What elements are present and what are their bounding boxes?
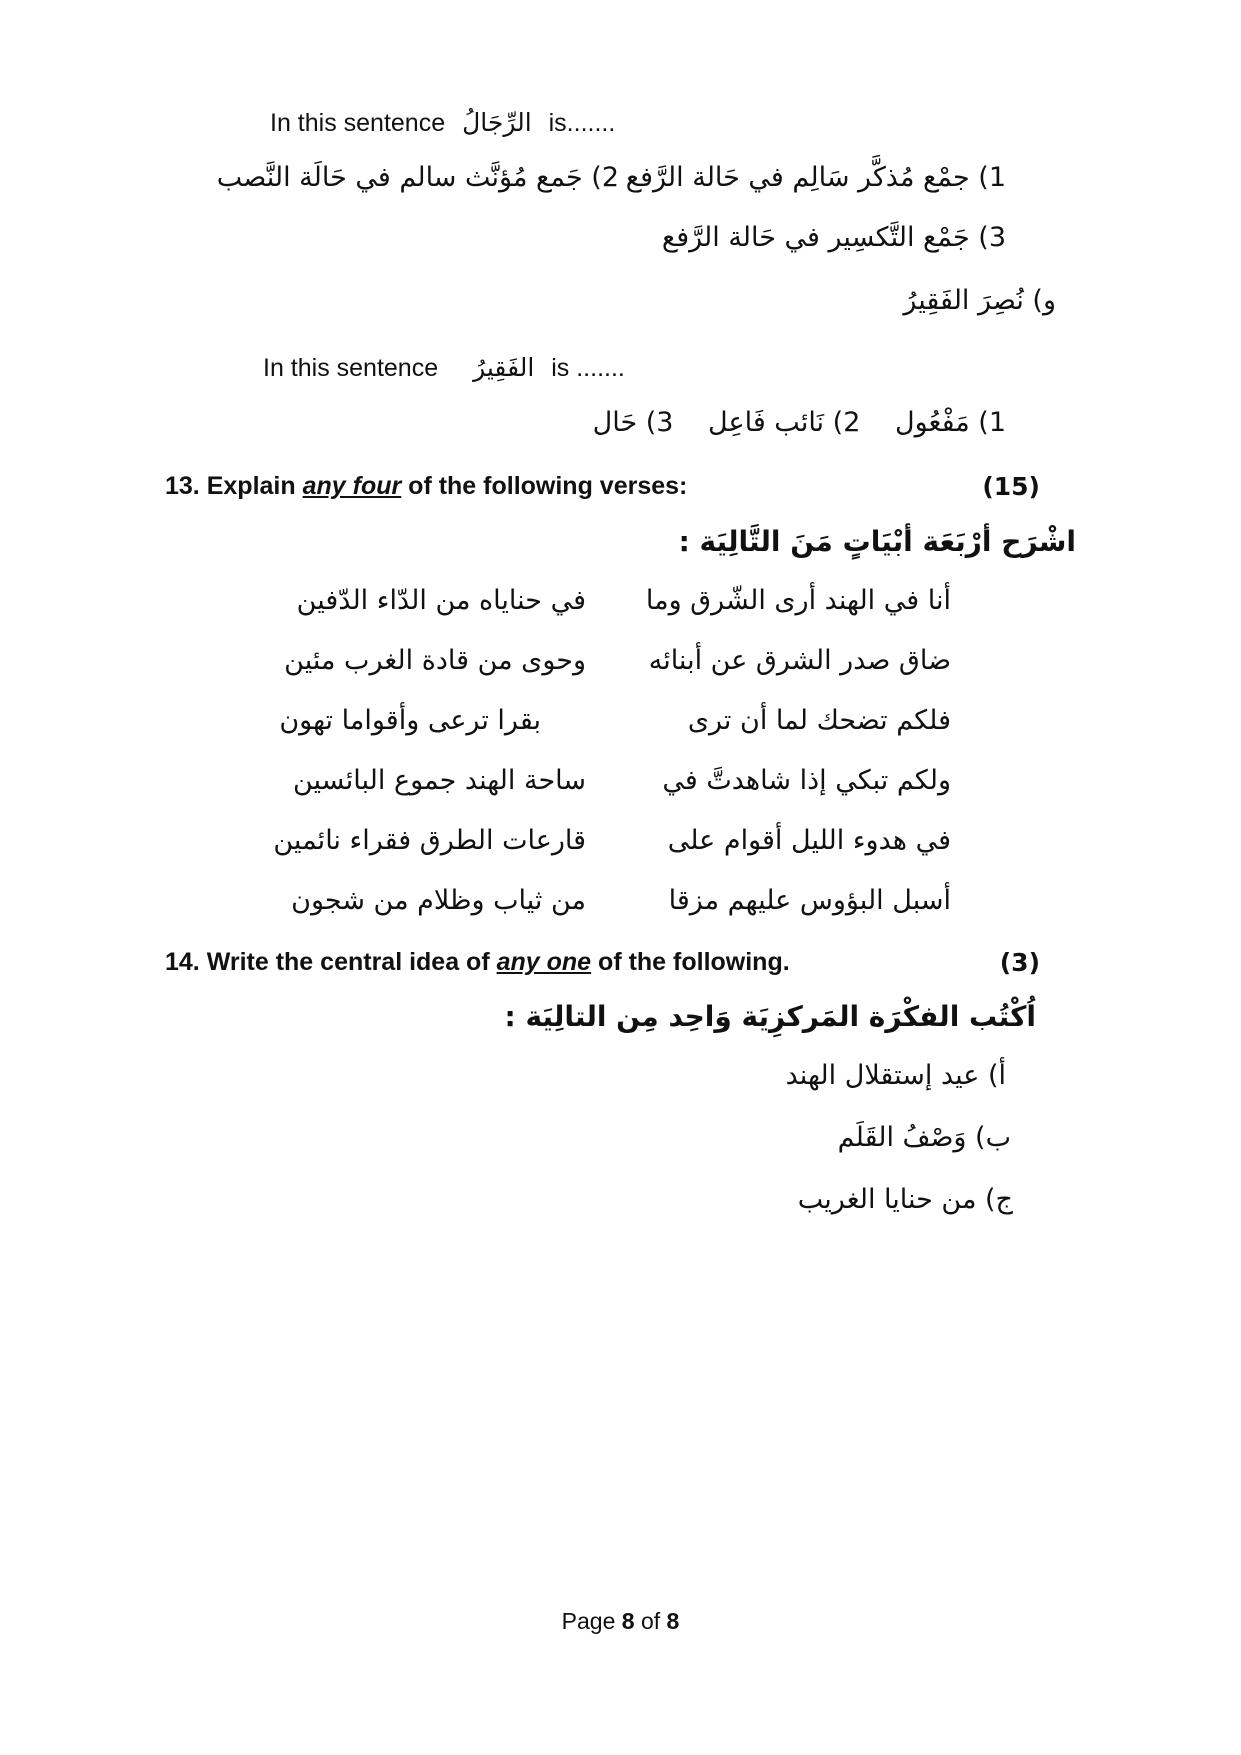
- q12e-option-3: 3) جَمْع التَّكسِير في حَالة الرَّفع: [661, 222, 1006, 253]
- q12e-sentence: [270, 108, 615, 138]
- verse-right-5: في هدوء الليل أقوام على: [667, 825, 951, 856]
- verse-left-2: وحوى من قادة الغرب مئين: [284, 645, 586, 676]
- q12e-option-2: 2) جَمع مُؤنَّث سالم في حَالَة النَّصب: [216, 162, 619, 193]
- verse-right-6: أسبل البؤوس عليهم مزقا: [668, 885, 951, 916]
- question-text-before: Write the central idea of: [206, 948, 490, 976]
- q12f-option-2: 2) نَائب فَاعِل: [708, 407, 861, 438]
- q12e-option-1: 1) جمْع مُذكَّر سَالِم في حَالة الرَّفع: [625, 162, 1006, 193]
- q13-marks: (15): [982, 472, 1040, 501]
- verse-left-3: بقرا ترعى وأقواما تهون: [279, 705, 541, 736]
- verse-left-5: قارعات الطرق فقراء نائمين: [273, 825, 586, 856]
- q14-heading: [165, 948, 790, 977]
- question-emphasis: any four: [302, 472, 402, 500]
- verse-left-1: في حناياه من الدّاء الدّفين: [296, 585, 586, 616]
- page-word: Page: [561, 1608, 616, 1634]
- verse-right-1: أنا في الهند أرى الشّرق وما: [645, 585, 951, 616]
- question-text-after: of the following verses:: [408, 472, 688, 500]
- q14-marks: (3): [999, 948, 1040, 977]
- question-text-before: Explain: [206, 472, 296, 500]
- arabic-word: الفَقِيرُ: [473, 353, 535, 382]
- of-word: of: [640, 1608, 661, 1634]
- q12f-option-3: 3) حَال: [592, 407, 674, 438]
- verse-right-4: ولكم تبكي إذا شاهدتَّ في: [662, 765, 951, 796]
- sentence-prefix: In this sentence: [270, 109, 446, 137]
- q12f-sentence: [263, 353, 625, 383]
- verse-right-2: ضاق صدر الشرق عن أبنائه: [648, 645, 951, 676]
- verse-left-4: ساحة الهند جموع البائسين: [292, 765, 586, 796]
- q14-option-b: ب) وَصْفُ القَلَم: [837, 1122, 1011, 1153]
- question-number: 14.: [165, 948, 200, 976]
- current-page: 8: [621, 1608, 635, 1634]
- q12f-options: [593, 407, 1006, 438]
- q12f-option-1: 1) مَفْعُول: [894, 407, 1006, 438]
- arabic-word: الرِّجَالُ: [462, 108, 532, 137]
- question-text-after: of the following.: [598, 948, 790, 976]
- page-footer: [0, 1608, 1241, 1635]
- q14-option-a: أ) عيد إستقلال الهند: [785, 1060, 1006, 1091]
- q12f-label: و) نُصِرَ الفَقِيرُ: [903, 285, 1056, 316]
- total-pages: 8: [666, 1608, 680, 1634]
- q13-heading: [165, 472, 687, 501]
- q14-arabic-instruction: اُكْتُب الفكْرَة المَركزِيَة وَاحِد مِن التالِيَة :: [504, 1000, 1036, 1033]
- q14-option-c: ج) من حنايا الغريب: [797, 1184, 1013, 1215]
- q13-arabic-instruction: اشْرَح أرْبَعَة أبْيَاتٍ مَنَ التَّالِيَة :: [678, 525, 1076, 558]
- sentence-suffix: is.......: [548, 109, 616, 137]
- sentence-prefix: In this sentence: [263, 354, 439, 382]
- question-emphasis: any one: [496, 948, 592, 976]
- verse-right-3: فلكم تضحك لما أن ترى: [687, 705, 951, 736]
- verse-left-6: من ثياب وظلام من شجون: [291, 885, 586, 916]
- sentence-suffix: is .......: [551, 354, 625, 382]
- question-number: 13.: [165, 472, 200, 500]
